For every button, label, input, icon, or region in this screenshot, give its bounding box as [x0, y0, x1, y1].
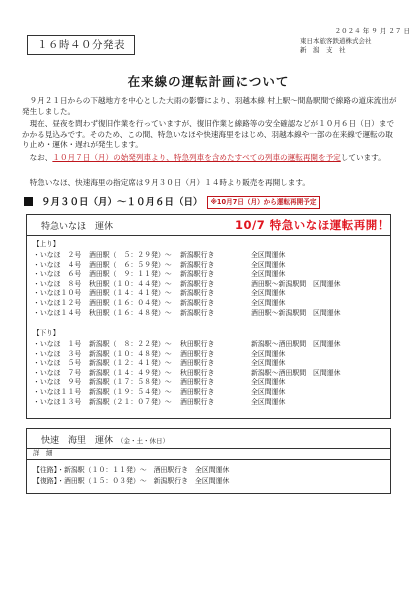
destination: 酒田駅行き — [180, 359, 215, 368]
kairi-label: 快速 海里 運休 — [41, 436, 114, 446]
train-name: ・いなほ ４号 — [33, 260, 82, 269]
departure: 新潟駅（１７：５８発）〜 — [89, 378, 172, 387]
departure: 新潟駅（ ８：２２発）〜 — [89, 340, 172, 348]
kairi-detail-text: 詳 細 — [33, 449, 53, 457]
destination: 新潟駅行き — [180, 260, 215, 269]
destination: 酒田駅行き — [180, 378, 215, 387]
destination: 秋田駅行き — [180, 340, 215, 348]
destination: 酒田駅行き — [180, 349, 215, 358]
train-name: ・いなほ ３号 — [33, 349, 82, 358]
train-name: ・いなほ １号 — [33, 340, 82, 348]
destination: 新潟駅行き — [180, 251, 215, 259]
paragraph-reservation: 特急いなほ、快速海里の指定席は９月３０日（月）１４時より販売を再開します。 — [22, 178, 310, 187]
page-title: 在来線の運転計画について — [127, 74, 290, 89]
departure: 酒田駅（１６：０４発）〜 — [89, 298, 172, 307]
destination: 新潟駅行き — [180, 279, 215, 288]
resume-highlight: １０月７日（月）の始発列車より、特急列車を含めたすべての列車の運転再開を予定 — [52, 153, 341, 162]
inaho-label: 特急いなほ 運休 — [41, 222, 114, 232]
departure: 秋田駅（１６：４８発）〜 — [89, 308, 172, 317]
company-name: 東日本旅客鉄道株式会社 — [300, 36, 372, 45]
cancel-status: 全区間運休 — [251, 289, 286, 298]
cancel-status: 全区間運休 — [251, 298, 286, 307]
issue-date: ２０２４ 年 ９ 月 ２７ 日 — [334, 27, 410, 35]
kairi-cancellation-box — [26, 428, 391, 494]
destination: 酒田駅行き — [180, 387, 215, 396]
destination: 新潟駅行き — [180, 298, 215, 307]
train-name: ・いなほ１０号 — [33, 289, 82, 298]
cancel-status: 酒田駅〜新潟駅間 区間運休 — [251, 279, 341, 288]
cancel-status: 全区間運休 — [251, 359, 286, 368]
paragraph-status: 現在、昼夜を問わず復旧作業を行っていますが、復旧作業と線路等の安全確認などが１０月６日（日）までかかる見込みです。そのため、この間、特急いなほや快速海里をはじめ、羽越本線や一部の在来線で運転の取り止め・運休・遅れが発生します。 — [22, 119, 395, 150]
train-name: ・いなほ ５号 — [33, 359, 82, 368]
train-name: ・いなほ ７号 — [33, 368, 82, 377]
down-label-text: 【下り】 — [33, 329, 60, 337]
train-name: ・いなほ１３号 — [33, 397, 82, 406]
resume-post: しています。 — [340, 153, 386, 162]
kairi-header — [27, 429, 390, 449]
inaho-resume-banner: 10/7 特急いなほ運転再開！ — [235, 218, 390, 232]
train-name: ・いなほ ８号 — [33, 279, 82, 288]
kairi-inbound: 【復路】・酒田駅（１５：０３発）〜 新潟駅行き 全区間運休 — [33, 477, 230, 485]
up-label-text: 【上り】 — [33, 240, 60, 248]
departure: 新潟駅（１０：４８発）〜 — [89, 349, 172, 358]
cancel-status: 酒田駅〜新潟駅間 区間運休 — [251, 308, 341, 317]
announce-time-box: １６時４０分発表 — [27, 35, 135, 55]
train-name: ・いなほ１１号 — [33, 387, 82, 396]
departure: 秋田駅（１０：４４発）〜 — [89, 279, 172, 288]
square-bullet-icon — [24, 197, 33, 206]
cancel-status: 全区間運休 — [251, 378, 286, 387]
departure: 酒田駅（１４：４１発）〜 — [89, 289, 172, 298]
destination: 秋田駅行き — [180, 368, 215, 377]
kairi-outbound: 【往路】・新潟駅（１０：１１発）〜 酒田駅行き 全区間運休 — [33, 466, 230, 474]
destination: 新潟駅行き — [180, 270, 215, 279]
departure: 酒田駅（ ５：２９発）〜 — [89, 251, 172, 259]
inaho-cancellation-box — [26, 214, 391, 419]
resume-pre: なお、 — [22, 153, 53, 162]
departure: 新潟駅（１２：４１発）〜 — [89, 359, 172, 368]
departure: 酒田駅（ ９：１１発）〜 — [89, 270, 172, 279]
cancel-status: 全区間運休 — [251, 397, 286, 406]
cancel-status: 全区間運休 — [251, 387, 286, 396]
train-name: ・いなほ ２号 — [33, 251, 82, 259]
destination: 新潟駅行き — [180, 308, 215, 317]
destination: 酒田駅行き — [180, 397, 215, 406]
cancel-status: 全区間運休 — [251, 270, 286, 279]
cancel-status: 全区間運休 — [251, 349, 286, 358]
departure: 新潟駅（１９：５４発）〜 — [89, 387, 172, 396]
departure: 新潟駅（１４：４９発）〜 — [89, 368, 172, 377]
kairi-days: （金・土・休日） — [117, 437, 170, 445]
train-name: ・いなほ１２号 — [33, 298, 82, 307]
inaho-header — [27, 215, 390, 236]
kairi-detail-rows — [33, 465, 229, 487]
kairi-label-wrap — [41, 433, 169, 446]
departure: 新潟駅（２１：０７発）〜 — [89, 397, 172, 406]
destination: 新潟駅行き — [180, 289, 215, 298]
train-name: ・いなほ ９号 — [33, 378, 82, 387]
paragraph-resume — [22, 153, 397, 164]
cancel-status: 全区間運休 — [251, 260, 286, 269]
branch-name: 新 潟 支 社 — [300, 46, 346, 54]
departure: 酒田駅（ ６：５９発）〜 — [89, 260, 172, 269]
period-heading — [24, 196, 394, 210]
period-text: ９月３０日（月）〜１０月６日（日） — [41, 197, 203, 208]
train-name: ・いなほ１４号 — [33, 308, 82, 317]
cancel-status: 新潟駅〜酒田駅間 区間運休 — [251, 340, 341, 348]
train-name: ・いなほ ６号 — [33, 270, 82, 279]
cancel-status: 全区間運休 — [251, 251, 286, 259]
kairi-detail-label — [27, 448, 390, 460]
resume-note-badge: ※10月7日（月）から運転再開予定 — [207, 196, 321, 209]
cancel-status: 新潟駅〜酒田駅間 区間運休 — [251, 368, 341, 377]
paragraph-cause: ９月２１日からの下越地方を中心とした大雨の影響により、羽越本線 村上駅〜間島駅間で線路の道床流出が発生しました。 — [22, 96, 397, 116]
issuer-block — [300, 27, 410, 56]
